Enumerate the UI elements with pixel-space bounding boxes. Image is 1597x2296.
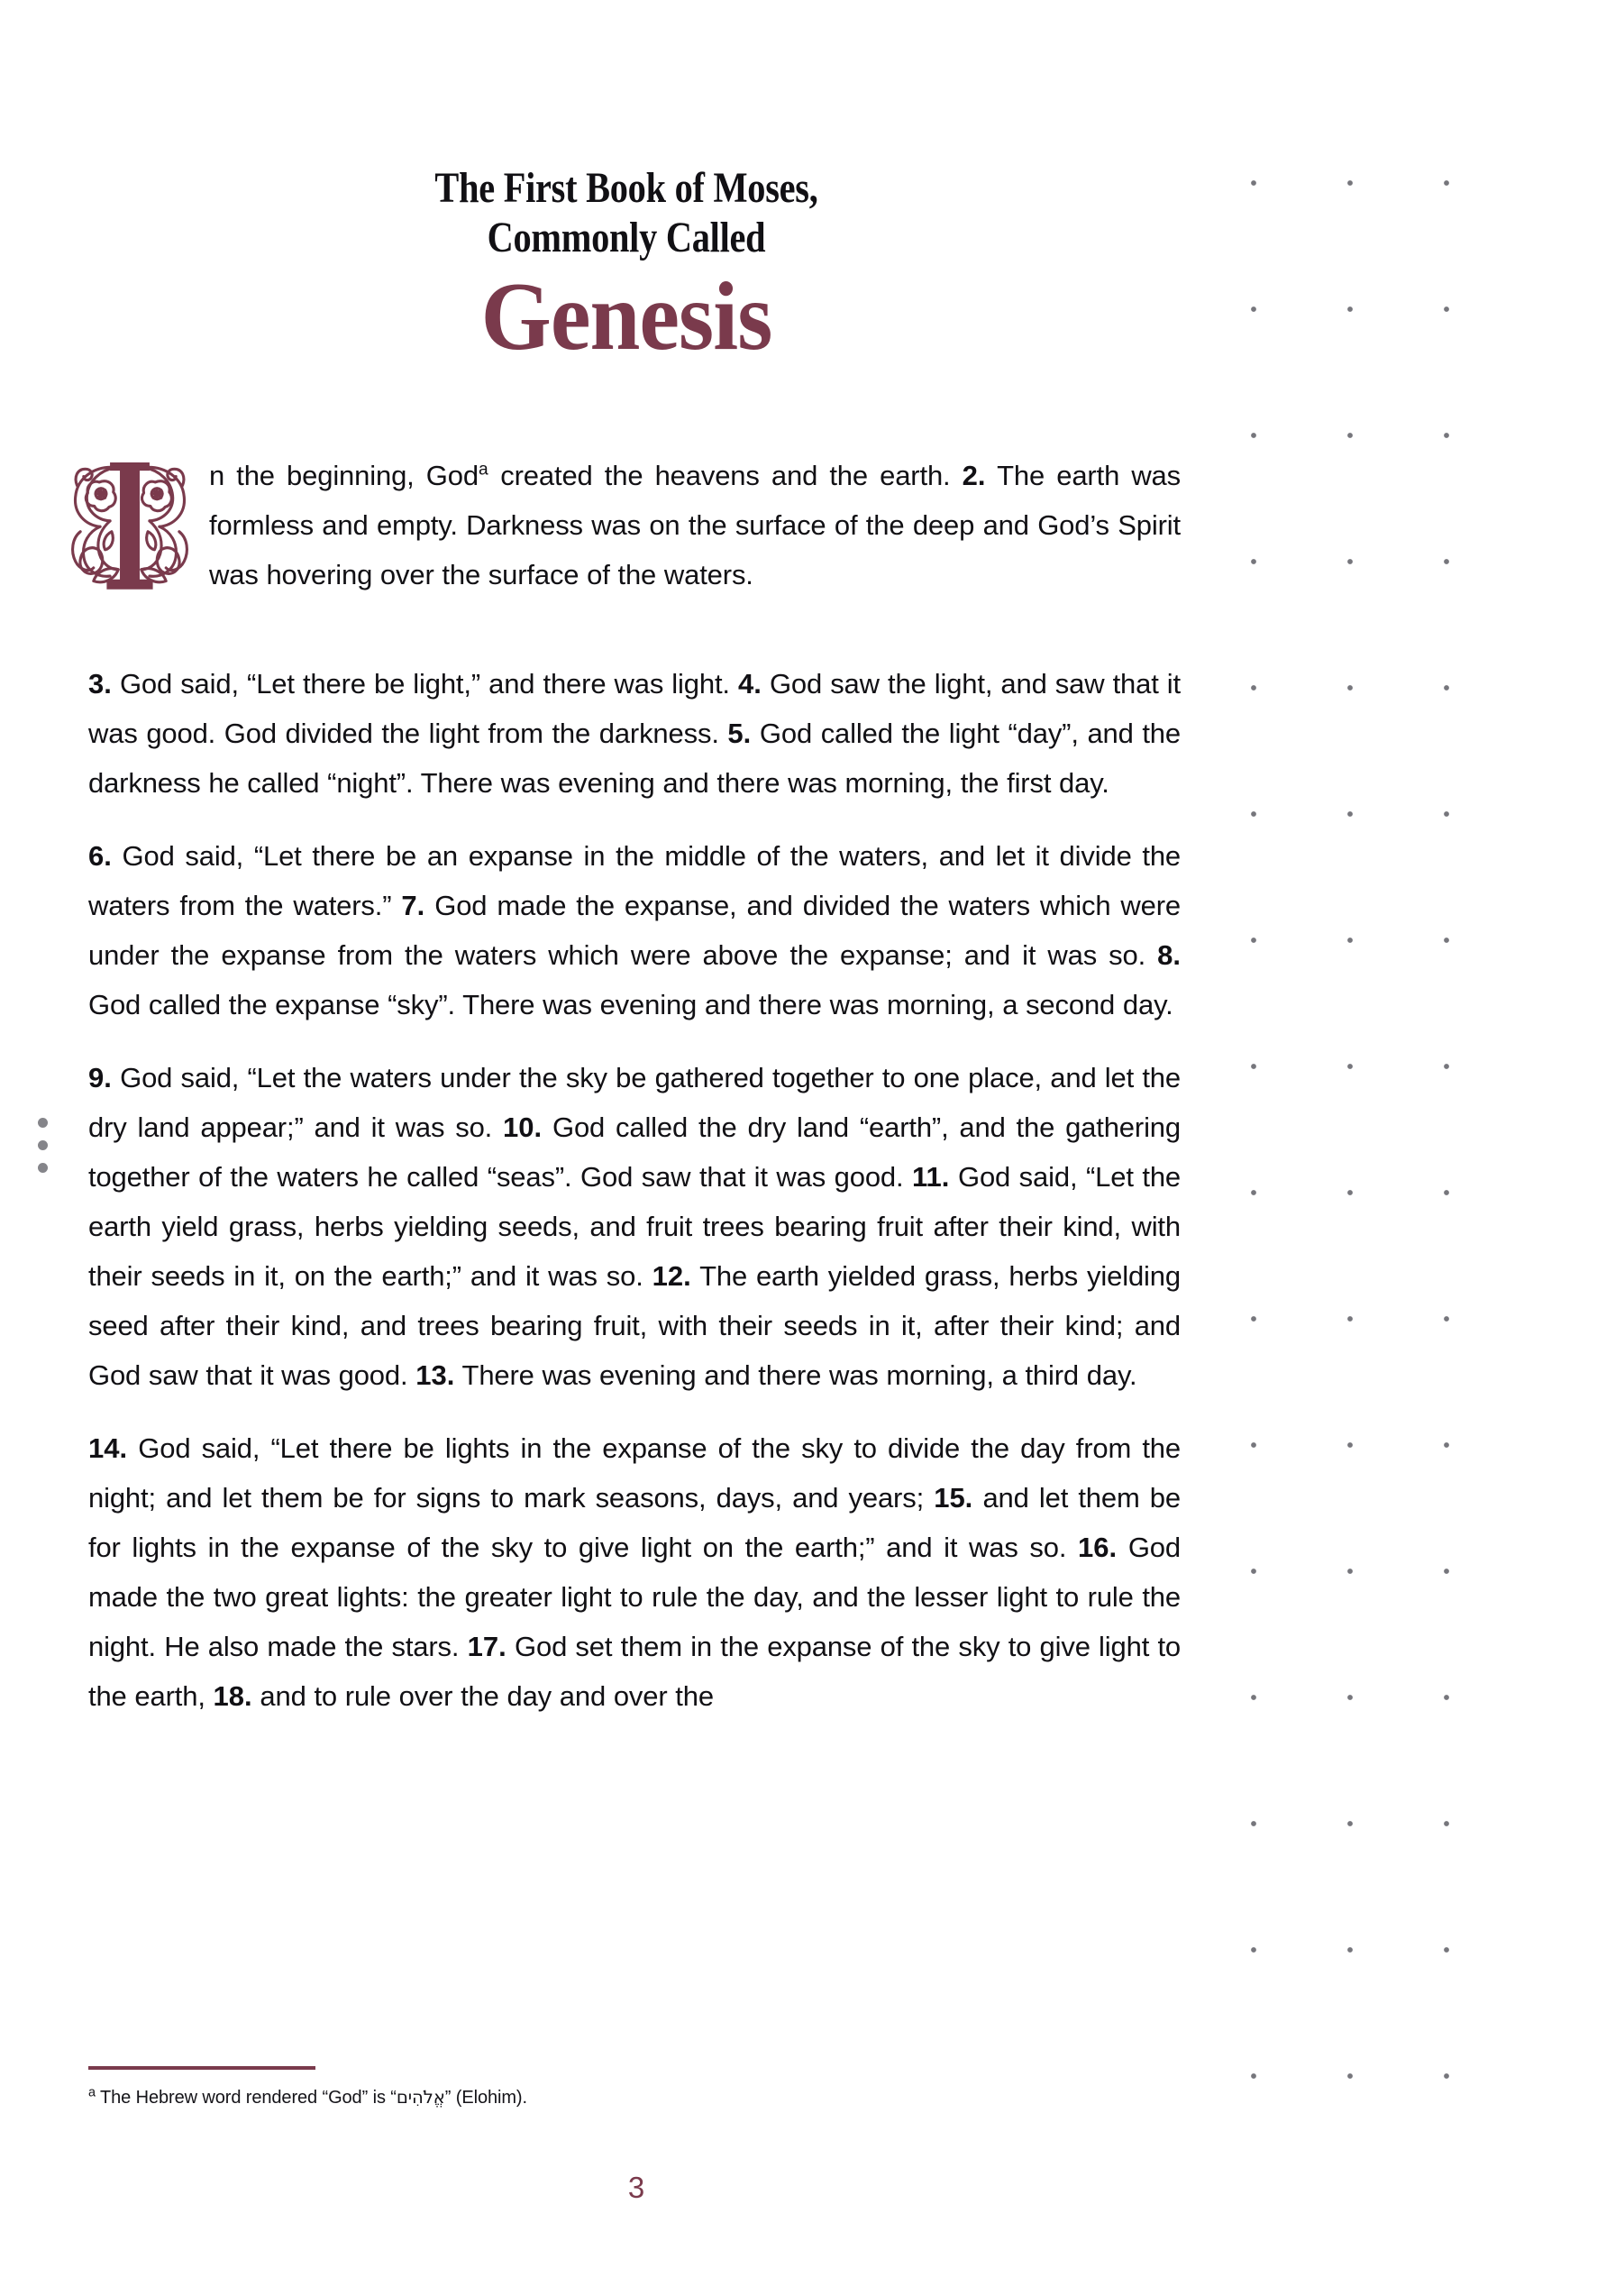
verse-text: God saw the light, and saw that it was good. God divided the light from the darkness. bbox=[88, 668, 1181, 749]
margin-dot bbox=[38, 1163, 48, 1173]
verse-number: 13. bbox=[415, 1359, 455, 1391]
verse-text: God said, “Let there be lights in the expanse of the sky to divide the day from the night; and let them be for signs to mark seasons, days, and years; bbox=[88, 1432, 1181, 1514]
book-name-heading: Genesis bbox=[480, 263, 772, 370]
verse-paragraph bbox=[88, 1053, 1181, 1400]
verse-number: 2. bbox=[962, 460, 986, 491]
footnote-separator-rule bbox=[88, 2066, 315, 2070]
verse-paragraph bbox=[88, 659, 1181, 808]
verse-number: 15. bbox=[934, 1482, 973, 1514]
verse-text: The earth yielded grass, herbs yielding seed after their kind, and trees bearing fruit, with their seeds in it, after their kind; and God saw that it was good. bbox=[88, 1260, 1181, 1391]
verse-number: 6. bbox=[88, 840, 112, 872]
verse-number: 9. bbox=[88, 1062, 112, 1093]
verse-number: 11. bbox=[912, 1161, 950, 1193]
margin-dot bbox=[38, 1140, 48, 1150]
verse-text: God said, “Let there be light,” and there was light. bbox=[111, 668, 738, 700]
verse-text: The earth was formless and empty. Darkness was on the surface of the deep and God’s Spirit was hovering over the surface of the waters. bbox=[209, 460, 1181, 590]
illuminated-dropcap-i-icon bbox=[63, 453, 196, 606]
verse-number: 8. bbox=[1157, 939, 1181, 971]
footnote-text-before: The Hebrew word rendered “God” is “ bbox=[95, 2088, 397, 2108]
verse-text: God said, “Let the earth yield grass, herbs yielding seeds, and fruit trees bearing fruit after their kind, with their seeds in it, on the earth;” and it was so. bbox=[88, 1161, 1181, 1292]
verse-text: God called the expanse “sky”. There was evening and there was morning, a second day. bbox=[88, 989, 1173, 1020]
footnote-text-after: ” (Elohim). bbox=[444, 2088, 527, 2108]
footnote-marker: a bbox=[88, 2085, 96, 2100]
verse-paragraph bbox=[88, 451, 1181, 636]
verse-number: 12. bbox=[652, 1260, 691, 1292]
verse-text: There was evening and there was morning, a third day. bbox=[454, 1359, 1137, 1391]
verse-text: God called the dry land “earth”, and the gathering together of the waters he called “seas”. God saw that it was good. bbox=[88, 1111, 1181, 1193]
verse-number: 17. bbox=[467, 1631, 506, 1662]
verse-text: God made the two great lights: the greater light to rule the day, and the lesser light to rule the night. He also made the stars. bbox=[88, 1532, 1181, 1662]
body-text-column bbox=[88, 451, 1181, 1721]
verse-number: 10. bbox=[503, 1111, 543, 1143]
page-number: 3 bbox=[627, 2171, 645, 2204]
margin-dot-grid-right bbox=[1251, 180, 1539, 2109]
verse-paragraph bbox=[88, 831, 1181, 1029]
verse-text: created the heavens and the earth. bbox=[488, 460, 963, 491]
book-subtitle-line-1: The First Book of Moses, bbox=[434, 164, 818, 212]
footnote-area bbox=[88, 2066, 1181, 2110]
book-title-block bbox=[135, 164, 1118, 370]
verse-text: n the beginning, God bbox=[209, 460, 479, 491]
verse-text: God said, “Let the waters under the sky be gathered together to one place, and let the dry land appear;” and it was so. bbox=[88, 1062, 1181, 1143]
verse-number: 7. bbox=[401, 890, 425, 921]
footnote-entry bbox=[88, 2086, 1181, 2110]
verse-number: 5. bbox=[727, 718, 752, 749]
verse-text: God said, “Let there be an expanse in the middle of the waters, and let it divide the waters from the waters.” bbox=[88, 840, 1181, 921]
verse-number: 14. bbox=[88, 1432, 128, 1464]
hebrew-word: אֱלֹהִים bbox=[396, 2087, 445, 2108]
verse-paragraph bbox=[88, 1423, 1181, 1721]
verse-text: God called the light “day”, and the darkness he called “night”. There was evening and there was morning, the first day. bbox=[88, 718, 1181, 799]
margin-dot bbox=[38, 1118, 48, 1128]
verse-text: God made the expanse, and divided the waters which were under the expanse from the waters which were above the expanse; and it was so. bbox=[88, 890, 1181, 971]
verse-text: and let them be for lights in the expanse of the sky to give light on the earth;” and it was so. bbox=[88, 1482, 1181, 1563]
verse-text: God set them in the expanse of the sky to give light to the earth, bbox=[88, 1631, 1181, 1712]
book-subtitle-line-2: Commonly Called bbox=[487, 214, 766, 261]
verse-number: 3. bbox=[88, 668, 112, 700]
verse-text: and to rule over the day and over the bbox=[251, 1680, 714, 1712]
verse-number: 16. bbox=[1078, 1532, 1118, 1563]
verse-number: 18. bbox=[213, 1680, 252, 1712]
margin-dot-column-left bbox=[38, 1118, 52, 1181]
verse-number: 4. bbox=[737, 668, 762, 700]
footnote-reference[interactable]: a bbox=[478, 460, 489, 480]
